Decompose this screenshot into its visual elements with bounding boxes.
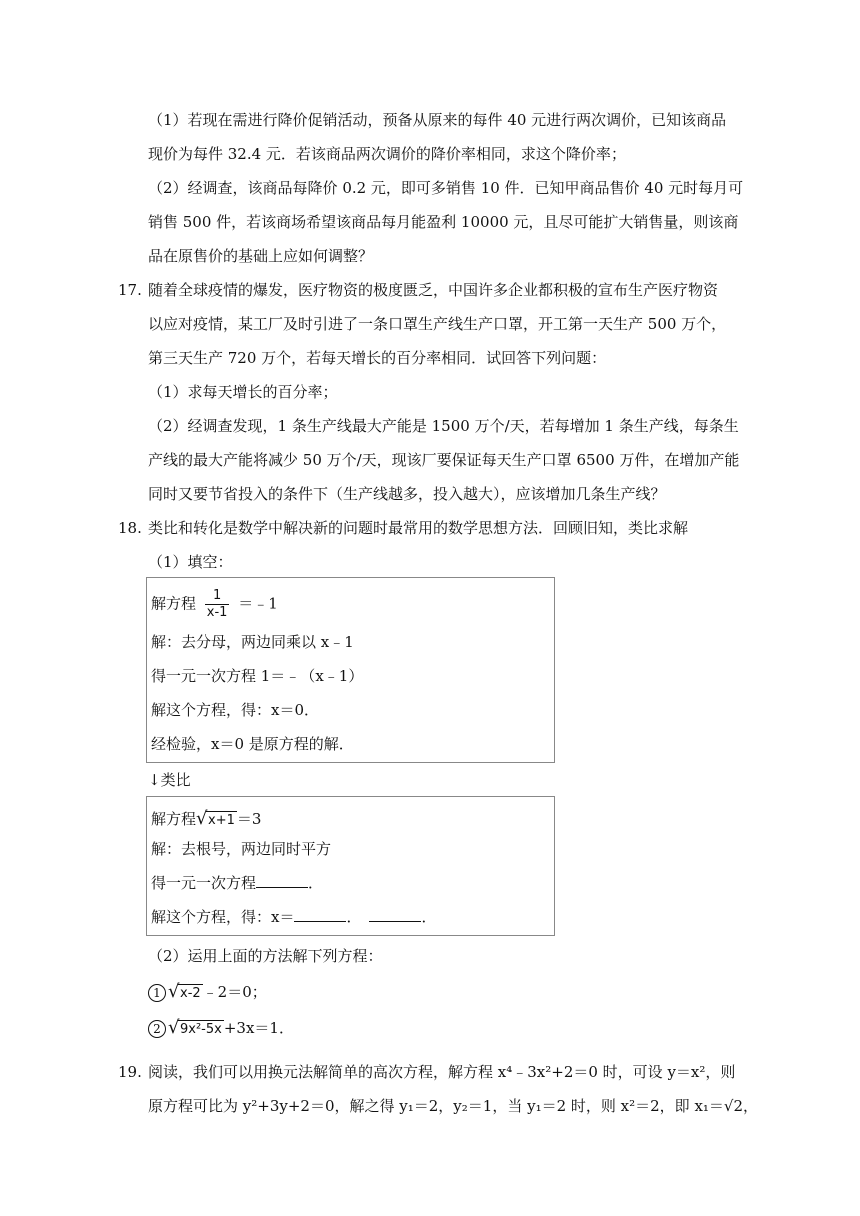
q18-line1: 类比和转化是数学中解决新的问题时最常用的数学思想方法．回顾旧知，类比求解 (148, 519, 689, 537)
q17-line2: 以应对疫情，某工厂及时引进了一条口罩生产线生产口罩，开工第一天生产 500 万个， (148, 315, 727, 333)
example-fraction (205, 588, 230, 621)
example-step2: 得一元一次方程 1＝﹣（x﹣1） (151, 667, 364, 685)
radicand: x+1 (208, 813, 235, 828)
q16-part2-line3: 品在原售价的基础上应如何调整？ (148, 247, 374, 265)
example-step1: 解：去分母，两边同乘以 x﹣1 (151, 633, 354, 651)
answer-blank-check[interactable] (369, 907, 421, 922)
example-step4: 经检验，x＝0 是原方程的解． (151, 735, 354, 753)
analogy-step2-suffix: ． (308, 874, 324, 892)
radical-sign-icon: √ (168, 981, 180, 1002)
q18-eq1 (148, 980, 267, 1006)
analogy-box (146, 796, 555, 936)
q17-part2-line1: （2）经调查发现，1 条生产线最大产能是 1500 万个/天，若每增加 1 条生产线，每条生 (148, 417, 739, 435)
fraction-denominator: x-1 (206, 605, 228, 620)
q18-number: 18. (118, 519, 142, 537)
radicand: 9x²-5x (180, 1022, 222, 1037)
radical-x-plus-1 (196, 809, 237, 833)
q17-part1: （1）求每天增长的百分率； (148, 383, 338, 401)
analogy-step3-mid: ． (346, 908, 362, 926)
analogy-step1: 解：去根号，两边同时平方 (151, 840, 332, 858)
q16-part2-line1: （2）经调查，该商品每降价 0.2 元，即可多销售 10 件．已知甲商品售价 40 元时每月可 (148, 179, 744, 197)
example-step3: 解这个方程，得：x＝0． (151, 701, 320, 719)
example-equation (151, 588, 278, 621)
example-equation-rhs: ＝﹣1 (238, 594, 278, 613)
q18-part2: （2）运用上面的方法解下列方程： (148, 947, 383, 965)
q16-part1-line1: （1）若现在需进行降价促销活动，预备从原来的每件 40 元进行两次调价，已知该商品 (148, 111, 727, 129)
radicand: x-2 (180, 986, 201, 1001)
answer-blank-linear-equation[interactable] (256, 873, 308, 888)
analogy-step2-prefix: 得一元一次方程 (151, 874, 257, 892)
q17-part2-line3: 同时又要节省投入的条件下（生产线越多，投入越大），应该增加几条生产线？ (148, 485, 666, 503)
circled-number-2: 2 (148, 1020, 166, 1038)
analogy-equation-prefix: 解方程 (151, 810, 197, 828)
radical-9x2-minus-5x (168, 1018, 224, 1042)
radical-sign-icon: √ (168, 1017, 180, 1038)
analogy-step3-suffix: ． (421, 908, 437, 926)
q19-line2: 原方程可比为 y²+3y+2＝0，解之得 y₁＝2，y₂＝1，当 y₁＝2 时，则 x²＝2，即 x₁＝√2， (148, 1097, 759, 1115)
analogy-equation (151, 807, 261, 833)
analogy-step3-prefix: 解这个方程，得：x＝ (151, 908, 295, 926)
q19-number: 19. (118, 1063, 142, 1081)
q19-line1: 阅读，我们可以用换元法解简单的高次方程，解方程 x⁴﹣3x²+2＝0 时，可设 y＝x²，则 (148, 1063, 736, 1081)
radical-sign-icon: √ (196, 808, 208, 829)
example-equation-prefix: 解方程 (151, 594, 197, 613)
example-box (146, 577, 555, 763)
analogy-step3 (151, 907, 437, 927)
q17-number: 17. (118, 281, 142, 299)
q18-eq1-rest: ﹣2＝0； (202, 983, 267, 1001)
q17-part2-line2: 产线的最大产能将减少 50 万个/天，现该厂要保证每天生产口罩 6500 万件，在增加产能 (148, 451, 740, 469)
q16-part2-line2: 销售 500 件，若该商场希望该商品每月能盈利 10000 元，且尽可能扩大销售量，则该商 (148, 213, 739, 231)
q16-part1-line2: 现价为每件 32.4 元．若该商品两次调价的降价率相同，求这个降价率； (148, 145, 626, 163)
fraction-numerator: 1 (205, 588, 230, 605)
q18-eq2-rest: +3x＝1． (223, 1019, 294, 1037)
analogy-arrow-label: ↓类比 (148, 771, 191, 789)
answer-blank-solution[interactable] (294, 907, 346, 922)
circled-number-1: 1 (148, 984, 166, 1002)
q18-part1: （1）填空： (148, 553, 233, 571)
q17-line1: 随着全球疫情的爆发，医疗物资的极度匮乏，中国许多企业都积极的宣布生产医疗物资 (148, 281, 719, 299)
q18-eq2 (148, 1016, 294, 1042)
q17-line3: 第三天生产 720 万个，若每天增长的百分率相同．试回答下列问题： (148, 349, 607, 367)
analogy-step2 (151, 873, 323, 893)
analogy-equation-rhs: ＝3 (236, 810, 262, 828)
radical-x-minus-2 (168, 982, 203, 1006)
